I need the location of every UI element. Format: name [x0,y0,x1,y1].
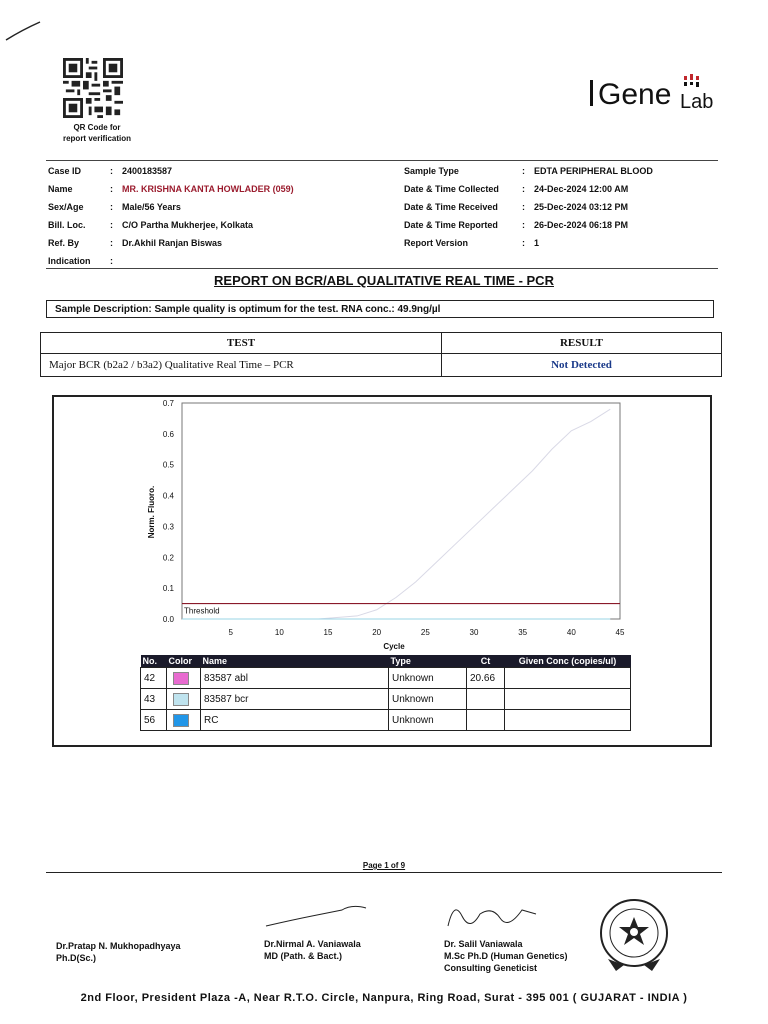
sample-type: Unknown [389,689,467,710]
sample-name: 83587 bcr [201,689,389,710]
sample-table-header [141,655,631,668]
info-value: MR. KRISHNA KANTA HOWLADER (059) [122,184,294,194]
info-separator: : [110,202,113,212]
col-type: Type [390,656,411,666]
info-label: Report Version [404,238,469,248]
info-label: Case ID [48,166,82,176]
info-separator: : [110,238,113,248]
pen-mark [4,16,44,46]
info-separator: : [522,184,525,194]
left-row [48,216,294,234]
sample-name: 83587 abl [201,668,389,689]
y-tick-label: 0.1 [162,584,174,594]
sample-no: 42 [141,668,167,689]
divider-top [46,160,718,161]
right-row [404,180,653,198]
x-tick-label: 40 [566,628,576,637]
patient-info-right [404,162,653,252]
test-result-table [40,332,722,377]
col-ct: Ct [480,656,491,666]
info-label: Name [48,184,73,194]
info-label: Date & Time Collected [404,184,499,194]
col-name: Name [202,656,228,666]
sample-ct: 20.66 [467,668,505,689]
info-label: Bill. Loc. [48,220,86,230]
test-header: TEST [41,333,442,354]
lab-seal [594,895,674,975]
col-no: No. [142,656,157,666]
sample-conc [505,668,631,689]
threshold-label: Threshold [184,606,220,616]
sample-legend-table [140,655,631,731]
signatory-1 [56,940,181,964]
info-label: Ref. By [48,238,80,248]
x-axis-label: Cycle [383,642,405,651]
y-tick-label: 0.0 [162,615,174,624]
signatory-3-name: Dr. Salil Vaniawala [444,939,523,949]
info-label: Indication [48,256,91,266]
sample-conc [505,689,631,710]
info-separator: : [522,238,525,248]
sample-name: RC [201,710,389,731]
sample-row [141,710,631,731]
genelab-logo [588,70,728,118]
left-row [48,162,294,180]
right-row [404,162,653,180]
patient-info-left [48,162,294,270]
y-tick-label: 0.7 [162,399,174,408]
info-label: Date & Time Received [404,202,498,212]
right-row [404,234,653,252]
color-swatch [173,693,189,706]
signatory-2-name: Dr.Nirmal A. Vaniawala [264,939,361,949]
info-value: 2400183587 [122,166,173,176]
logo-text-main: Gene [598,78,672,111]
x-tick-label: 25 [420,628,430,637]
info-label: Sample Type [404,166,459,176]
qr-caption-line1: QR Code for [73,123,121,132]
result-header: RESULT [442,333,722,354]
report-title: REPORT ON BCR/ABL QUALITATIVE REAL TIME - PCR [214,273,554,288]
left-row [48,198,294,216]
y-tick-label: 0.3 [162,522,174,532]
sample-type: Unknown [389,668,467,689]
color-swatch [173,714,189,727]
col-color: Color [168,656,192,666]
sample-color [167,710,201,731]
x-tick-label: 45 [615,628,625,637]
signatory-1-name: Dr.Pratap N. Mukhopadhyaya [56,941,181,951]
signatory-2 [264,938,361,962]
sample-color [167,668,201,689]
signatory-3-qual1: M.Sc Ph.D (Human Genetics) [444,951,568,961]
right-row [404,216,653,234]
pcr-chart-panel [52,395,712,747]
signature-vaniawala-s [440,896,540,936]
x-tick-label: 35 [518,628,528,637]
signatory-3-qual2: Consulting Geneticist [444,963,538,973]
info-value: Male/56 Years [122,202,181,212]
sample-row [141,668,631,689]
x-tick-label: 5 [228,628,233,637]
info-value: 25-Dec-2024 03:12 PM [534,202,629,212]
info-value: 1 [534,238,540,248]
sample-no: 56 [141,710,167,731]
divider-mid [46,268,718,269]
sample-color [167,689,201,710]
info-separator: : [110,220,113,230]
signatory-1-qual: Ph.D(Sc.) [56,953,97,963]
sample-ct [467,710,505,731]
y-tick-label: 0.6 [162,429,174,439]
x-tick-label: 30 [469,628,479,637]
left-row [48,180,294,198]
sample-ct [467,689,505,710]
info-separator: : [110,256,113,266]
color-swatch [173,672,189,685]
logo-text-sub: Lab [680,91,714,113]
qr-caption [52,122,142,144]
right-row [404,198,653,216]
y-tick-label: 0.2 [162,553,174,563]
col-conc: Given Conc (copies/ul) [518,656,617,666]
left-row [48,234,294,252]
info-separator: : [522,202,525,212]
info-value: EDTA PERIPHERAL BLOOD [534,166,653,176]
sample-conc [505,710,631,731]
y-tick-label: 0.4 [162,491,174,501]
info-value: C/O Partha Mukherjee, Kolkata [122,220,254,230]
plot-area [182,403,620,619]
sample-type: Unknown [389,710,467,731]
info-label: Date & Time Reported [404,220,498,230]
info-label: Sex/Age [48,202,84,212]
x-tick-label: 20 [372,628,382,637]
info-value: 24-Dec-2024 12:00 AM [534,184,629,194]
info-value: 26-Dec-2024 06:18 PM [534,220,629,230]
info-separator: : [522,220,525,230]
y-tick-label: 0.5 [162,460,174,470]
info-separator: : [110,184,113,194]
sample-description: Sample Description: Sample quality is optimum for the test. RNA conc.: 49.9ng/µl [46,300,714,318]
test-result: Not Detected [442,354,722,377]
info-separator: : [110,166,113,176]
sample-row [141,689,631,710]
info-separator: : [522,166,525,176]
x-tick-label: 10 [274,628,284,637]
qr-caption-line2: report verification [62,134,131,143]
signatory-2-qual: MD (Path. & Bact.) [264,951,343,961]
info-value: Dr.Akhil Ranjan Biswas [122,238,223,248]
footer-address: 2nd Floor, President Plaza -A, Near R.T.O. Circle, Nanpura, Ring Road, Surat - 395 001 ( GUJARAT - INDIA ) [80,992,688,1004]
sample-no: 43 [141,689,167,710]
y-axis-label: Norm. Fluoro. [147,485,156,539]
test-name: Major BCR (b2a2 / b3a2) Qualitative Real Time – PCR [41,354,442,377]
x-tick-label: 15 [323,628,333,637]
footer-divider [46,872,722,873]
page-number: Page 1 of 9 [362,861,406,870]
qr-code[interactable] [63,58,123,118]
signatory-3 [444,938,568,974]
signature-vaniawala-n [262,898,372,932]
